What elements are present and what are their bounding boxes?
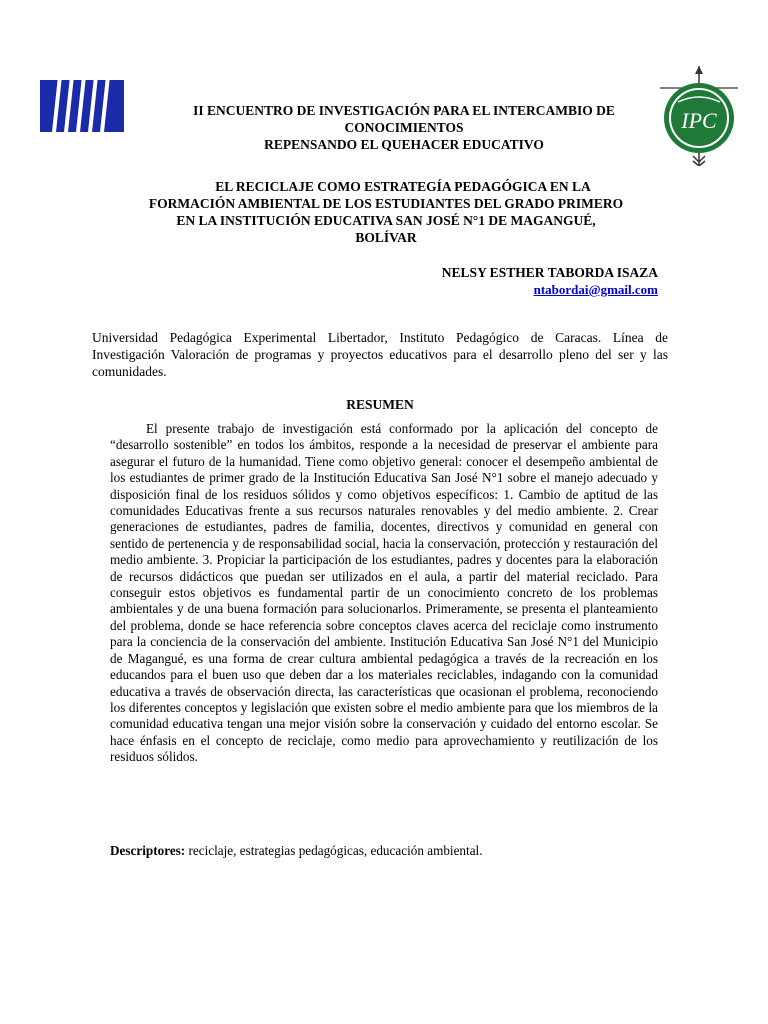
abstract-heading: RESUMEN: [346, 397, 414, 412]
affiliation: Universidad Pedagógica Experimental Libertador, Instituto Pedagógico de Caracas. Línea de Investigación Valoración de programas y proyectos educativos para el desarrollo pleno del ser y las comunidades.: [92, 330, 668, 379]
paper-title-line2: FORMACIÓN AMBIENTAL DE LOS ESTUDIANTES DEL GRADO PRIMERO: [148, 196, 624, 211]
event-title-line1: II ENCUENTRO DE INVESTIGACIÓN PARA EL INTERCAMBIO DE: [193, 103, 615, 118]
author-email-link[interactable]: ntabordai@gmail.com: [533, 282, 658, 297]
event-subtitle: REPENSANDO EL QUEHACER EDUCATIVO: [264, 137, 544, 152]
ipc-seal-text: IPC: [681, 108, 717, 133]
author-block: [442, 264, 658, 298]
paper-title: [96, 178, 676, 246]
keywords-label: Descriptores:: [110, 843, 186, 858]
author-name: NELSY ESTHER TABORDA ISAZA: [441, 265, 658, 280]
event-title-line2: CONOCIMIENTOS: [344, 120, 464, 135]
keywords-text: reciclaje, estrategias pedagógicas, educación ambiental.: [188, 843, 483, 858]
upel-logo-icon: [40, 76, 124, 132]
abstract-paragraph: El presente trabajo de investigación está conformado por la aplicación del concepto de “desarrollo sostenible” en todos los ámbitos, responde a la necesidad de preservar el ambiente para asegurar el futuro de la humanidad. Tiene como objetivo general: conocer el desempeño ambiental de los estudiantes de primer grado de la Institución Educativa San José N°1 sobre el manejo adecuado y disposición final de los residuos sólidos y como objetivos específicos: 1. Cambio de aptitud de las comunidades Educativas frente a sus recursos naturales renovables y del medio ambiente. 2. Crear generaciones de estudiantes, padres de familia, docentes, directivos y comunidad en general con sentido de pertenencia y de responsabilidad social, hacia la conservación, protección y restauración del medio ambiente. 3. Propiciar la participación de los estudiantes, padres y docentes para la elaboración de recursos didácticos que puedan ser utilizados en el aula, a partir del material reciclado. Para conseguir estos objetivos es fundamental partir de un conocimiento concreto de los problemas ambientales y de una buena formación para solucionarlos. Primeramente, se presenta el planteamiento del problema, donde se hace referencia sobre conceptos claves acerca del reciclaje como instrumento para la conciencia de la conservación del ambiente. Institución Educativa San José N°1 del Municipio de Magangué, es una forma de crear cultura ambiental pedagógica a través de la recreación en los educandos para el buen uso que deben dar a los materiales reciclables, indagando con la comunidad educativa a través de observación directa, las características que ocasionan el problema, reconociendo los diferentes conceptos y legislación que existen sobre el medio ambiente para que los miembros de la comunidad educativa tengan una mejor visión sobre la conservación y cuidado del entorno escolar. Se hace énfasis en el concepto de reciclaje, como medio para aprovechamiento y reutilización de los residuos sólidos.: [110, 421, 658, 765]
paper-title-line1: EL RECICLAJE COMO ESTRATEGÍA PEDAGÓGICA EN LA: [215, 179, 591, 194]
event-header: [150, 102, 658, 153]
abstract-body: [110, 421, 658, 766]
keywords: [110, 842, 658, 859]
ipc-seal-icon: [660, 66, 738, 166]
paper-title-line3: EN LA INSTITUCIÓN EDUCATIVA SAN JOSÉ N°1 DE MAGANGUÉ,: [176, 213, 596, 228]
paper-title-line4: BOLÍVAR: [355, 230, 417, 245]
